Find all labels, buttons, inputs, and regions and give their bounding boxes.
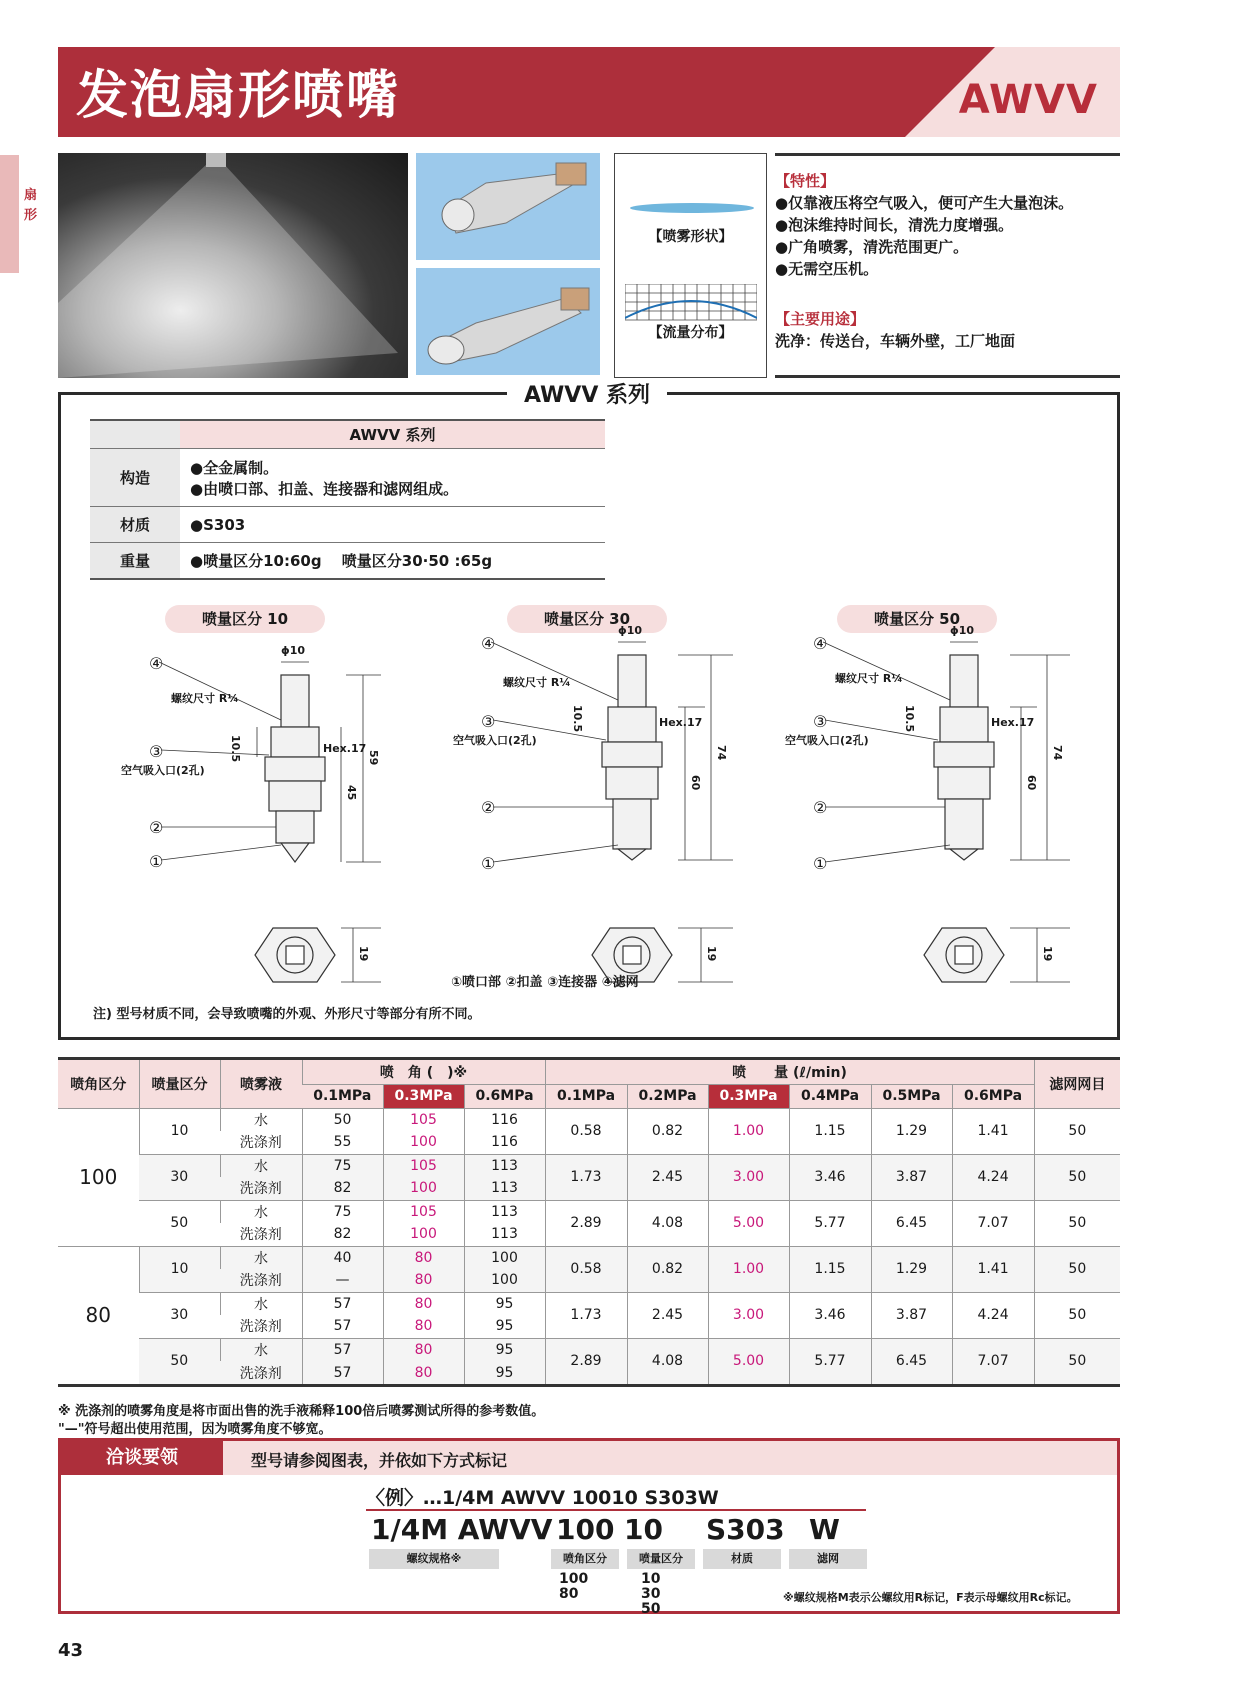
dim-total: 74	[1051, 745, 1064, 761]
angle-cell: 105	[383, 1200, 464, 1223]
liquid-cell: 洗涤剂	[220, 1177, 302, 1200]
flow-cell: 4.08	[627, 1200, 708, 1246]
header-pressure: 0.6MPa	[464, 1084, 545, 1108]
angle-cell: 113	[464, 1200, 545, 1223]
spray-illustration	[58, 153, 408, 378]
header-pressure: 0.2MPa	[627, 1084, 708, 1108]
liquid-cell: 水	[220, 1154, 302, 1177]
dim-hex: Hex.17	[991, 716, 1035, 729]
code-label: 螺纹规格※	[369, 1549, 499, 1569]
drawing-title: 喷量区分 10	[165, 605, 325, 633]
dim-thread-label: 螺纹尺寸 R¼	[835, 672, 903, 685]
flow-cell: 4.24	[952, 1154, 1034, 1200]
mesh-cell: 50	[1034, 1200, 1120, 1246]
dim-body: 45	[345, 785, 358, 801]
spray-shape-box	[614, 153, 767, 378]
spec-header: AWVV 系列	[180, 420, 605, 449]
order-note: ※螺纹规格M表示公螺纹用R标记，F表示母螺纹用Rc标记。	[783, 1591, 1078, 1604]
series-title: AWVV 系列	[507, 378, 667, 409]
order-head	[61, 1441, 1117, 1475]
dim-phi: ϕ10	[950, 624, 975, 637]
angle-cell: 116	[464, 1131, 545, 1154]
header-angle-group: 喷 角 ( )※	[302, 1060, 545, 1084]
header-pressure: 0.1MPa	[302, 1084, 383, 1108]
spec-value: ●喷量区分10:60g 喷量区分30·50 :65g	[180, 543, 605, 579]
performance-table-wrap	[58, 1057, 1120, 1387]
nozzle-drawing-icon	[453, 630, 743, 1010]
code-part: W	[809, 1513, 840, 1546]
dim-body: 60	[689, 775, 702, 791]
flow-cell: 6.45	[871, 1200, 952, 1246]
dim-total: 59	[367, 750, 380, 766]
spec-line: ●由喷口部、扣盖、连接器和滤网组成。	[190, 479, 459, 498]
header-liquid: 喷雾液	[220, 1060, 302, 1108]
header-pressure: 0.6MPa	[952, 1084, 1034, 1108]
dim-width: 19	[357, 946, 370, 962]
flow-cell: 1.15	[789, 1108, 871, 1154]
angle-cell: 82	[302, 1223, 383, 1246]
features-heading: 【特性】	[775, 172, 836, 190]
liquid-cell: 水	[220, 1246, 302, 1269]
spray-shape-icon	[627, 199, 757, 217]
performance-table	[58, 1060, 1120, 1384]
angle-cell: 113	[464, 1177, 545, 1200]
spray-photo	[58, 153, 408, 378]
flow-class-cell: 30	[139, 1154, 220, 1200]
angle-cell: 95	[464, 1338, 545, 1361]
flow-cell: 1.73	[545, 1292, 627, 1338]
header-pressure: 0.1MPa	[545, 1084, 627, 1108]
drawing-50	[785, 624, 1085, 1010]
feature-item: ●广角喷雾，清洗范围更广。	[775, 238, 969, 256]
features-box	[775, 153, 1120, 378]
callout-1: ①	[149, 852, 164, 871]
code-label: 喷角区分	[551, 1549, 619, 1569]
code-label: 滤网	[789, 1549, 867, 1569]
flow-cell: 4.24	[952, 1292, 1034, 1338]
angle-cell: 100	[383, 1223, 464, 1246]
header-pressure: 0.5MPa	[871, 1084, 952, 1108]
flow-cell: 3.00	[708, 1292, 789, 1338]
flow-cell: 2.89	[545, 1338, 627, 1384]
angle-cell: 80	[383, 1361, 464, 1384]
angle-cell: 57	[302, 1292, 383, 1315]
dim-thread: 10.5	[571, 705, 584, 733]
code-part: 100	[556, 1513, 615, 1546]
callout-1: ①	[813, 854, 828, 873]
flow-cell: 3.87	[871, 1292, 952, 1338]
feature-item: ●无需空压机。	[775, 260, 879, 278]
angle-class-cell: 80	[58, 1246, 139, 1384]
table-row	[58, 1246, 1120, 1269]
flow-cell: 1.41	[952, 1108, 1034, 1154]
angle-cell: 57	[302, 1338, 383, 1361]
spec-label: 重量	[90, 543, 180, 579]
side-tab-label: 扇形	[24, 188, 38, 223]
liquid-cell: 洗涤剂	[220, 1361, 302, 1384]
dim-air-label: 空气吸入口(2孔)	[121, 764, 205, 777]
flow-cell: 1.41	[952, 1246, 1034, 1292]
spec-value: ●S303	[180, 507, 605, 543]
code-option: 50	[641, 1601, 661, 1617]
angle-cell: 113	[464, 1154, 545, 1177]
flow-cell: 0.82	[627, 1108, 708, 1154]
angle-cell: 57	[302, 1315, 383, 1338]
dim-air-label: 空气吸入口(2孔)	[785, 734, 869, 747]
flow-cell: 0.58	[545, 1246, 627, 1292]
table-footnote: ※ 洗涤剂的喷雾角度是将市面出售的洗手液稀释100倍后喷雾测试所得的参考数值。	[58, 1404, 545, 1419]
table-row	[58, 1154, 1120, 1177]
flow-cell: 5.77	[789, 1200, 871, 1246]
spec-label: 构造	[90, 449, 180, 507]
angle-cell: 100	[464, 1269, 545, 1292]
spec-value	[180, 449, 605, 507]
angle-cell: 113	[464, 1223, 545, 1246]
callout-3: ③	[149, 742, 164, 761]
dim-total: 74	[715, 745, 728, 761]
spray-shape-label: 【喷雾形状】	[648, 229, 733, 245]
table-row	[58, 1108, 1120, 1131]
callout-4: ④	[149, 654, 164, 673]
header-mesh: 滤网网目	[1034, 1060, 1120, 1108]
angle-cell: 100	[464, 1246, 545, 1269]
flow-cell: 2.45	[627, 1292, 708, 1338]
page-title: 发泡扇形喷嘴	[76, 66, 401, 126]
flow-cell: 1.29	[871, 1246, 952, 1292]
drawing-title: 喷量区分 50	[837, 605, 997, 633]
header-pressure: 0.3MPa	[708, 1084, 789, 1108]
angle-cell: 80	[383, 1292, 464, 1315]
flow-class-cell: 10	[139, 1108, 220, 1154]
table-row	[58, 1200, 1120, 1223]
angle-cell: 100	[383, 1177, 464, 1200]
liquid-cell: 水	[220, 1338, 302, 1361]
code-part: 1/4M AWVV	[371, 1513, 553, 1546]
angle-cell: 95	[464, 1292, 545, 1315]
code-option: 10	[641, 1571, 661, 1587]
flow-class-cell: 50	[139, 1338, 220, 1384]
angle-cell: 75	[302, 1200, 383, 1223]
code-option: 30	[641, 1586, 661, 1602]
flow-cell: 3.46	[789, 1154, 871, 1200]
angle-cell: 100	[383, 1131, 464, 1154]
dim-thread-label: 螺纹尺寸 R¼	[503, 676, 571, 689]
header-flow-class: 喷量区分	[139, 1060, 220, 1108]
angle-cell: 80	[383, 1246, 464, 1269]
flow-cell: 1.00	[708, 1246, 789, 1292]
flow-cell: 1.73	[545, 1154, 627, 1200]
drawing-30	[453, 624, 743, 1010]
use-text: 洗净：传送台，车辆外壁，工厂地面	[775, 332, 1016, 350]
code-option: 100	[559, 1571, 589, 1587]
spec-label: 材质	[90, 507, 180, 543]
dim-width: 19	[705, 946, 718, 962]
angle-cell: 40	[302, 1246, 383, 1269]
drawing-10	[121, 644, 381, 1010]
nozzle-photo-1	[416, 153, 600, 260]
code-option: 80	[559, 1586, 579, 1602]
liquid-cell: 洗涤剂	[239, 1135, 282, 1152]
angle-class-cell: 100	[58, 1108, 139, 1246]
flow-cell: 3.46	[789, 1292, 871, 1338]
flow-distribution-label: 【流量分布】	[648, 325, 733, 341]
feature-item: ●仅靠液压将空气吸入，便可产生大量泡沫。	[775, 194, 1074, 212]
flow-cell: 1.29	[871, 1108, 952, 1154]
nozzle-drawing-icon	[785, 630, 1085, 1010]
mesh-cell: 50	[1034, 1292, 1120, 1338]
table-footnote: "—"符号超出使用范围，因为喷雾角度不够宽。	[58, 1422, 332, 1437]
dim-thread-label: 螺纹尺寸 R¼	[171, 692, 239, 705]
dim-hex: Hex.17	[659, 716, 703, 729]
callout-3: ③	[813, 712, 828, 731]
callout-2: ②	[149, 818, 164, 837]
series-box	[58, 392, 1120, 1040]
flow-class-cell: 30	[139, 1292, 220, 1338]
spec-line: ●全金属制。	[190, 458, 279, 477]
header-pressure: 0.4MPa	[789, 1084, 871, 1108]
angle-cell: 80	[383, 1315, 464, 1338]
flow-cell: 5.00	[708, 1338, 789, 1384]
angle-cell: 105	[383, 1154, 464, 1177]
flow-cell: 1.15	[789, 1246, 871, 1292]
feature-item: ●泡沫维持时间长，清洗力度增强。	[775, 216, 1014, 234]
header-pressure: 0.3MPa	[383, 1084, 464, 1108]
angle-cell: 95	[464, 1361, 545, 1384]
mesh-cell: 50	[1034, 1338, 1120, 1384]
liquid-cell: 水	[220, 1108, 302, 1131]
flow-cell: 1.00	[708, 1108, 789, 1154]
parts-legend: ①喷口部 ②扣盖 ③连接器 ④滤网	[451, 975, 639, 990]
callout-3: ③	[481, 712, 496, 731]
flow-cell: 0.58	[545, 1108, 627, 1154]
dim-thread: 10.5	[903, 705, 916, 733]
order-example: 〈例〉…1/4M AWVV 10010 S303W	[366, 1487, 719, 1509]
angle-cell: 57	[302, 1361, 383, 1384]
angle-cell: 95	[464, 1315, 545, 1338]
angle-cell: 55	[302, 1131, 383, 1154]
mesh-cell: 50	[1034, 1108, 1120, 1154]
callout-2: ②	[813, 798, 828, 817]
angle-cell: 75	[302, 1154, 383, 1177]
flow-cell: 6.45	[871, 1338, 952, 1384]
callout-1: ①	[481, 854, 496, 873]
code-label: 喷量区分	[627, 1549, 695, 1569]
code-label: 材质	[703, 1549, 781, 1569]
drawing-title: 喷量区分 30	[507, 605, 667, 633]
flow-cell: 3.87	[871, 1154, 952, 1200]
dim-phi: ϕ10	[618, 624, 643, 637]
flow-distribution-icon	[625, 284, 757, 322]
order-divider	[366, 1509, 866, 1511]
header-flow-group: 喷 量 (ℓ/min)	[545, 1060, 1034, 1084]
code-part: 10	[624, 1513, 663, 1546]
spec-table	[90, 419, 605, 580]
callout-4: ④	[481, 634, 496, 653]
features-list	[775, 192, 1073, 280]
liquid-cell: 水	[220, 1200, 302, 1223]
flow-cell: 7.07	[952, 1338, 1034, 1384]
mesh-cell: 50	[1034, 1246, 1120, 1292]
flow-cell: 3.00	[708, 1154, 789, 1200]
nozzle-image-1	[416, 153, 600, 260]
angle-cell: 80	[383, 1338, 464, 1361]
flow-class-cell: 10	[139, 1246, 220, 1292]
table-row	[58, 1292, 1120, 1315]
angle-cell: 105	[383, 1108, 464, 1131]
angle-cell: —	[302, 1269, 383, 1292]
dim-body: 60	[1025, 775, 1038, 791]
flow-cell: 5.77	[789, 1338, 871, 1384]
angle-cell: 50	[302, 1108, 383, 1131]
angle-cell: 116	[464, 1108, 545, 1131]
page-header	[58, 47, 1120, 137]
dim-thread: 10.5	[229, 735, 242, 763]
callout-2: ②	[481, 798, 496, 817]
performance-table-body	[58, 1108, 1120, 1384]
flow-cell: 2.45	[627, 1154, 708, 1200]
liquid-cell: 洗涤剂	[220, 1269, 302, 1292]
mesh-cell: 50	[1034, 1154, 1120, 1200]
table-row	[58, 1338, 1120, 1361]
liquid-cell: 洗涤剂	[239, 1319, 282, 1336]
nozzle-image-2	[416, 268, 600, 375]
code-part: S303	[706, 1513, 785, 1546]
angle-cell: 80	[383, 1269, 464, 1292]
liquid-cell: 水	[220, 1292, 302, 1315]
dim-air-label: 空气吸入口(2孔)	[453, 734, 537, 747]
flow-cell: 5.00	[708, 1200, 789, 1246]
use-heading: 【主要用途】	[775, 310, 866, 328]
angle-cell: 82	[302, 1177, 383, 1200]
header-angle-class: 喷角区分	[58, 1060, 139, 1108]
flow-cell: 2.89	[545, 1200, 627, 1246]
dim-width: 19	[1041, 946, 1054, 962]
product-code: AWVV	[958, 77, 1098, 123]
flow-cell: 7.07	[952, 1200, 1034, 1246]
flow-class-cell: 50	[139, 1200, 220, 1246]
callout-4: ④	[813, 634, 828, 653]
dim-hex: Hex.17	[323, 742, 367, 755]
side-tab	[0, 155, 19, 273]
series-note: 注) 型号材质不同，会导致喷嘴的外观、外形尺寸等部分有所不同。	[93, 1007, 481, 1022]
nozzle-photo-2	[416, 268, 600, 375]
flow-cell: 4.08	[627, 1338, 708, 1384]
liquid-cell: 洗涤剂	[239, 1227, 282, 1244]
order-desc: 型号请参阅图表，并依如下方式标记	[251, 1451, 508, 1470]
order-box	[58, 1438, 1120, 1617]
flow-cell: 0.82	[627, 1246, 708, 1292]
order-tag: 洽谈要领	[61, 1441, 223, 1475]
dim-phi: ϕ10	[281, 644, 306, 657]
page-number: 43	[58, 1640, 84, 1661]
